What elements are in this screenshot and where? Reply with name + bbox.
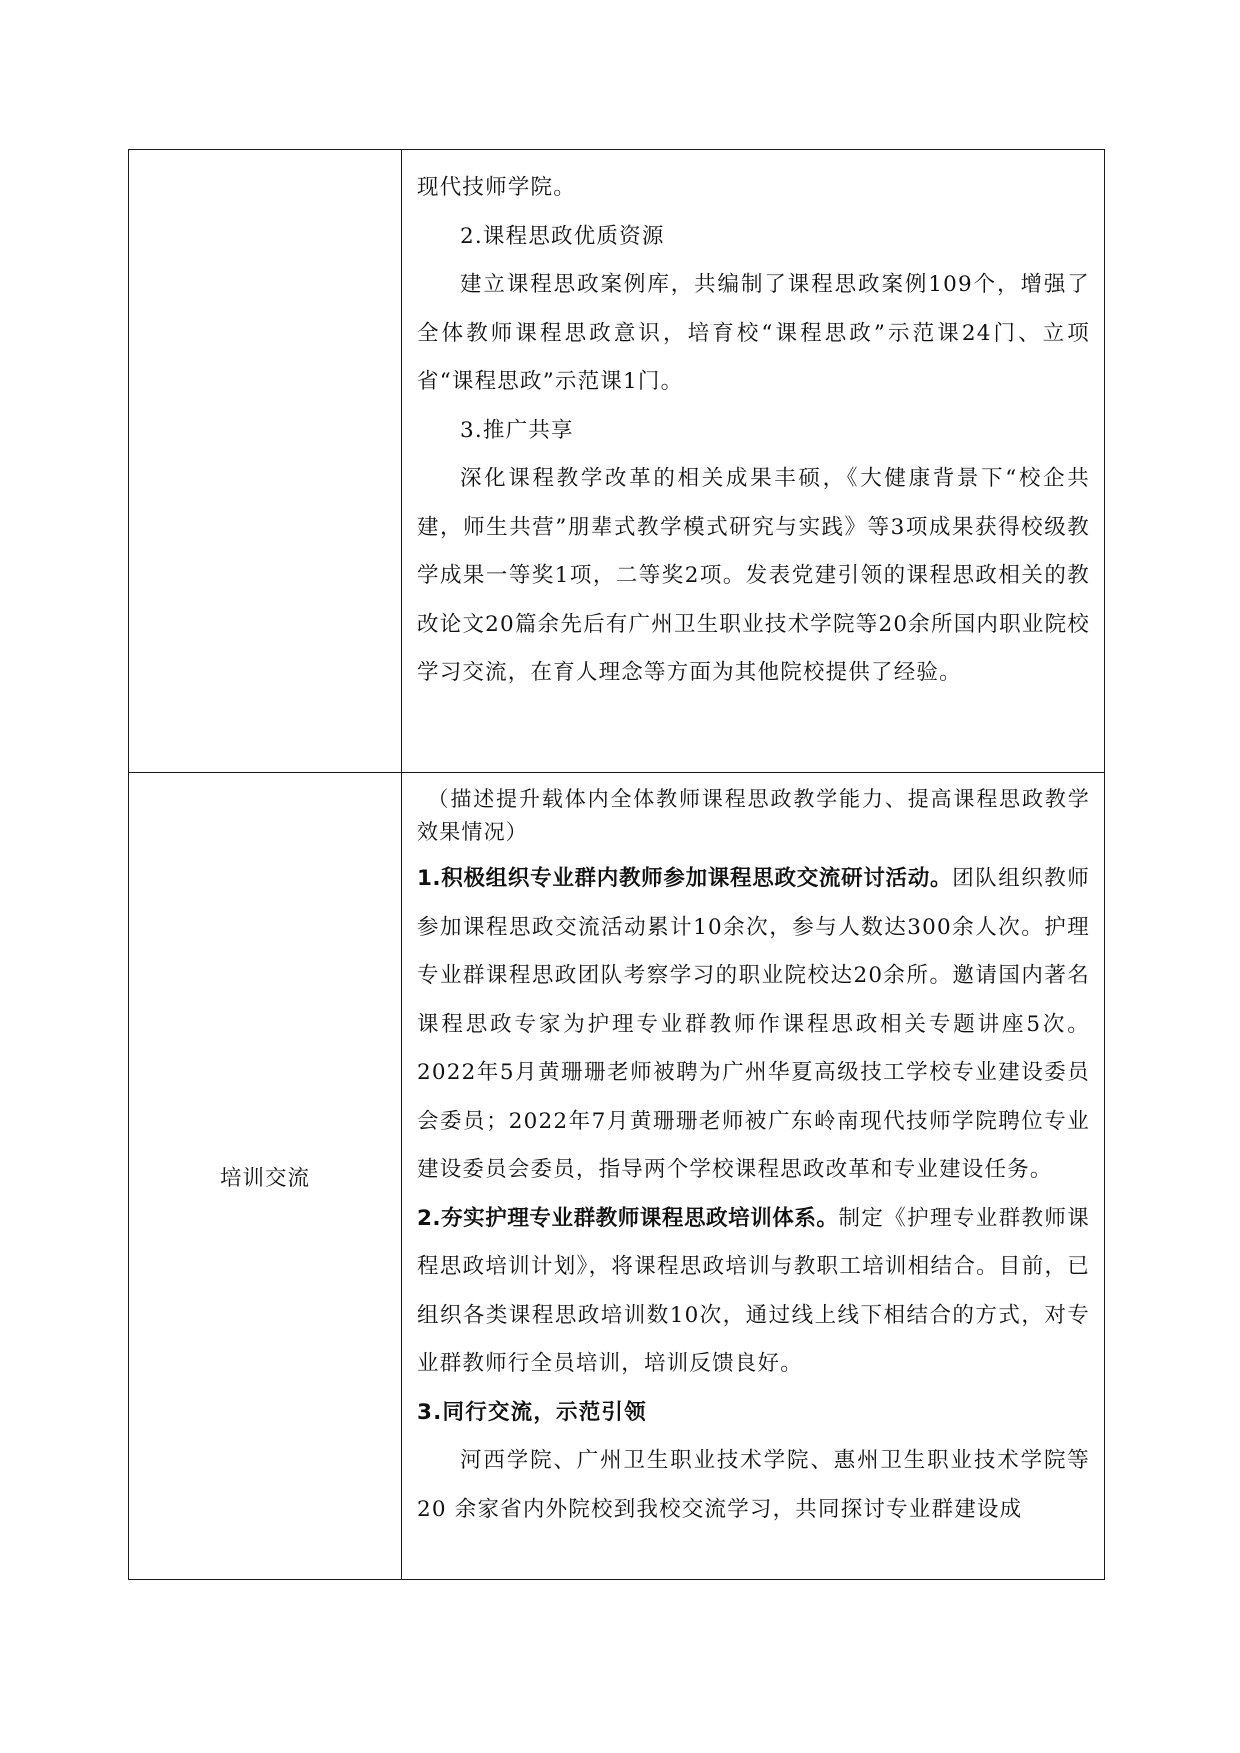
row-label-cell-empty <box>129 150 402 773</box>
item-title: 3.同行交流，示范引领 <box>417 1399 647 1425</box>
section-heading: 2.课程思政优质资源 <box>460 223 665 249</box>
item-paragraph <box>417 855 1090 1195</box>
row-label-cell <box>129 773 402 1580</box>
section-heading: 3.推广共享 <box>460 417 574 443</box>
row-label: 培训交流 <box>219 1165 310 1191</box>
item-paragraph <box>417 1195 1090 1389</box>
instruction-note: （描述提升载体内全体教师课程思政教学能力、提高课程思政教学效果情况） <box>417 787 1090 844</box>
row2-content <box>402 773 1104 1534</box>
paragraph: 深化课程教学改革的相关成果丰硕，《大健康背景下“校企共建，师生共营”朋辈式教学模式研究与实践》等3项成果获得校级教学成果一等奖1项，二等奖2项。发表党建引领的课程思政相关的教改论文20篇余先后有广州卫生职业技术学院等20余所国内职业院校学习交流，在育人理念等方面为其他院校提供了经验。 <box>417 466 1090 685</box>
table-row <box>129 150 1105 773</box>
item-text: 团队组织教师参加课程思政交流活动累计10余次，参与人数达300余人次。护理专业群课程思政团队考察学习的职业院校达20余所。邀请国内著名课程思政专家为护理专业群教师作课程思政相关专题讲座5次。2022年5月黄珊珊老师被聘为广州华夏高级技工学校专业建设委员会委员；2022年7月黄珊珊老师被广东岭南现代技师学院聘位专业建设委员会委员，指导两个学校课程思政改革和专业建设任务。 <box>417 866 1090 1182</box>
table-row <box>129 773 1105 1580</box>
row-content-cell <box>402 773 1105 1580</box>
item-text: 河西学院、广州卫生职业技术学院、惠州卫生职业技术学院等 20 余家省内外院校到我校交流学习，共同探讨专业群建设成 <box>417 1448 1090 1522</box>
item-text: 制定《护理专业群教师课程思政培训计划》，将课程思政培训与教职工培训相结合。目前，已组织各类课程思政培训数10次，通过线上线下相结合的方式，对专业群教师行全员培训，培训反馈良好。 <box>417 1205 1090 1376</box>
item-title: 1.积极组织专业群内教师参加课程思政交流研讨活动。 <box>417 866 953 891</box>
paragraph: 建立课程思政案例库，共编制了课程思政案例109个，增强了全体教师课程思政意识，培育校“课程思政”示范课24门、立项省“课程思政”示范课1门。 <box>417 272 1090 394</box>
item-title: 2.夯实护理专业群教师课程思政培训体系。 <box>417 1205 839 1231</box>
content-table <box>128 149 1105 1580</box>
row-content-cell <box>402 150 1105 773</box>
paragraph: 现代技师学院。 <box>417 175 576 200</box>
row1-content <box>402 150 1104 698</box>
